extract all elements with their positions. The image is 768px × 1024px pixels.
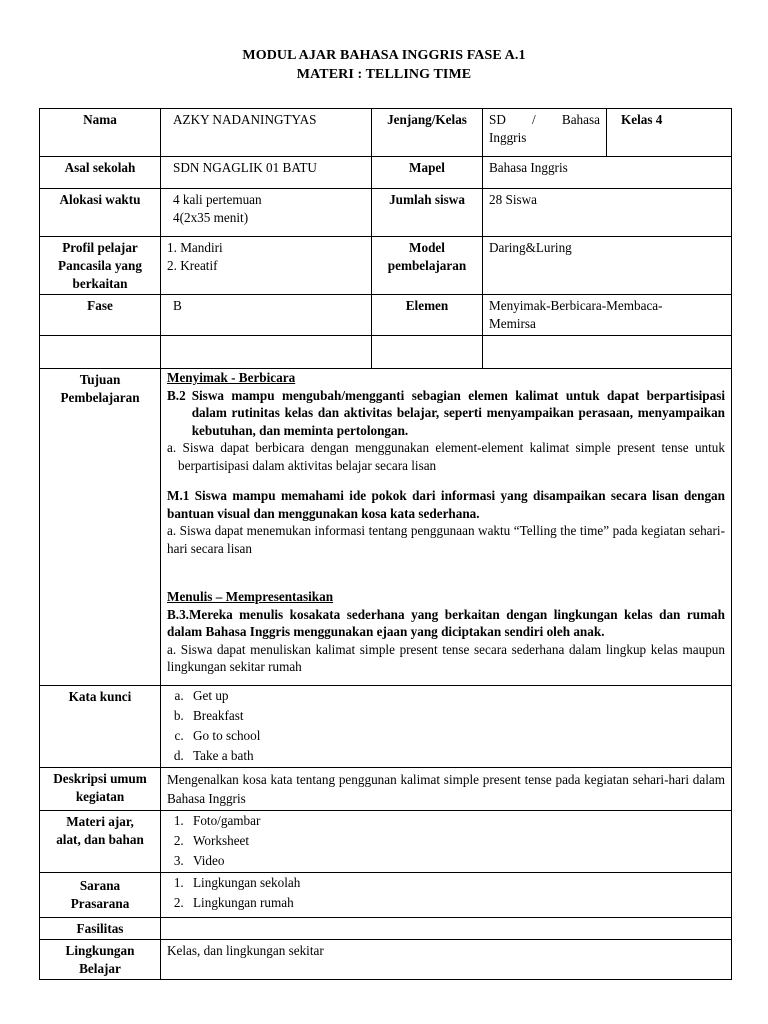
materi-value: [161, 811, 732, 873]
nama-value: AZKY NADANINGTYAS: [161, 109, 372, 157]
sarana-label: [40, 873, 161, 918]
kata-kunci-label: Kata kunci: [40, 686, 161, 768]
row-empty: [40, 336, 732, 369]
jenjang-label: Jenjang/Kelas: [372, 109, 483, 157]
deskripsi-value: Mengenalkan kosa kata tentang penggunan kalimat simple present tense pada kegiatan sehari-hari dalam Bahasa Inggris: [161, 768, 732, 811]
row-sarana: [40, 873, 732, 918]
materi-label-line1: Materi ajar,: [66, 814, 134, 829]
alokasi-value: [161, 189, 372, 237]
list-item: b. Breakfast: [187, 706, 725, 726]
sarana-label-line1: Sarana: [79, 878, 121, 893]
jenjang-value-line2: Inggris: [489, 130, 527, 145]
mapel-label: Mapel: [372, 157, 483, 189]
row-alokasi: [40, 189, 732, 237]
heading-menyimak-berbicara: Menyimak - Berbicara: [167, 370, 296, 385]
b3-indicator-a: a. Siswa dapat menuliskan kalimat simple present tense secara sederhana dalam lingkup kelas maupun lingkungan sekitar rumah: [167, 641, 725, 674]
deskripsi-label-line1: Deskripsi umum: [53, 771, 147, 786]
row-kata-kunci: [40, 686, 732, 768]
list-item: 2. Worksheet: [187, 831, 725, 851]
jenjang-value: [483, 109, 607, 157]
jumlah-value: 28 Siswa: [483, 189, 732, 237]
lingkungan-label-line1: Lingkungan: [65, 943, 135, 958]
row-tujuan: [40, 369, 732, 686]
lingkungan-label-line2: Belajar: [79, 961, 121, 976]
asal-value: SDN NGAGLIK 01 BATU: [161, 157, 372, 189]
deskripsi-label-line2: kegiatan: [75, 789, 125, 804]
spacer: [167, 557, 725, 575]
kata-kunci-list: [167, 686, 725, 766]
fasilitas-value: [161, 918, 732, 940]
kata-kunci-value: [161, 686, 732, 768]
row-nama: [40, 109, 732, 157]
tujuan-label-line1: Tujuan: [79, 372, 121, 387]
elemen-value-line2: Memirsa: [489, 316, 536, 331]
list-item: 1. Foto/gambar: [187, 811, 725, 831]
mapel-value: Bahasa Inggris: [483, 157, 732, 189]
model-label-line1: Model: [409, 240, 445, 255]
materi-label: [40, 811, 161, 873]
list-item: 3. Video: [187, 851, 725, 871]
tujuan-label: [40, 369, 161, 686]
b3-objective: B.3.Mereka menulis kosakata sederhana yang berkaitan dengan lingkungan kelas dan rumah dalam Bahasa Inggris menggunakan ejaan yang diciptakan sendiri oleh anak.: [167, 606, 725, 639]
row-materi: [40, 811, 732, 873]
row-deskripsi: [40, 768, 732, 811]
document-title: MODUL AJAR BAHASA INGGRIS FASE A.1: [242, 48, 526, 63]
list-item: d. Take a bath: [187, 746, 725, 766]
lingkungan-label: [40, 940, 161, 980]
kelas-value: Kelas 4: [607, 109, 732, 157]
list-item: c. Go to school: [187, 726, 725, 746]
sarana-value: [161, 873, 732, 918]
row-lingkungan: [40, 940, 732, 980]
model-value: Daring&Luring: [483, 237, 732, 295]
row-fase: [40, 295, 732, 336]
elemen-value-line1: Menyimak-Berbicara-Membaca-: [489, 298, 663, 313]
fase-value: B: [161, 295, 372, 336]
profil-label: [40, 237, 161, 295]
model-label-line2: pembelajaran: [387, 258, 467, 273]
deskripsi-label: [40, 768, 161, 811]
list-item: 2. Lingkungan rumah: [187, 893, 725, 913]
profil-value-line1: 1. Mandiri: [167, 240, 223, 255]
lingkungan-value: Kelas, dan lingkungan sekitar: [161, 940, 732, 980]
empty-cell-1: [40, 336, 161, 369]
profil-label-line1: Profil pelajar: [62, 240, 138, 255]
materi-list: [167, 811, 725, 871]
tujuan-content: [161, 369, 732, 686]
profil-value: [161, 237, 372, 295]
fasilitas-label: Fasilitas: [40, 918, 161, 940]
profil-label-line3: berkaitan: [72, 276, 128, 291]
spacer: [167, 474, 725, 487]
jenjang-value-line1: SD / Bahasa: [489, 112, 600, 127]
b2-text: Siswa mampu mengubah/mengganti sebagian elemen kalimat untuk dapat berpartisipasi dalam rutinitas kelas dan aktivitas belajar, seperti menyampaikan perasaan, menyampaikan kebutuhan, dan meminta pertolongan.: [191, 387, 725, 438]
alokasi-value-line1: 4 kali pertemuan: [173, 192, 262, 207]
alokasi-label: Alokasi waktu: [40, 189, 161, 237]
document-subtitle: MATERI : TELLING TIME: [296, 67, 472, 82]
elemen-value: [483, 295, 732, 336]
module-table: [39, 108, 732, 980]
row-asal-sekolah: [40, 157, 732, 189]
materi-label-line2: alat, dan bahan: [56, 832, 144, 847]
profil-value-line2: 2. Kreatif: [167, 258, 218, 273]
fase-label: Fase: [40, 295, 161, 336]
nama-label: Nama: [40, 109, 161, 157]
m1-indicator-a: a. Siswa dapat menemukan informasi tentang penggunaan waktu “Telling the time” pada kegiatan sehari-hari secara lisan: [167, 523, 725, 556]
jumlah-label: Jumlah siswa: [372, 189, 483, 237]
m1-objective: M.1 Siswa mampu memahami ide pokok dari informasi yang disampaikan secara lisan dengan bantuan visual dan menggunakan kosa kata sederhana.: [167, 488, 725, 521]
list-item: 1. Lingkungan sekolah: [187, 873, 725, 893]
asal-label: Asal sekolah: [40, 157, 161, 189]
model-label: [372, 237, 483, 295]
spacer: [167, 575, 725, 588]
b2-indicator-a: a. Siswa dapat berbicara dengan menggunakan element-element kalimat simple present tense untuk berpartisipasi dalam aktivitas belajar secara lisan: [167, 440, 725, 473]
empty-cell-2: [161, 336, 372, 369]
list-item: a. Get up: [187, 686, 725, 706]
sarana-label-line2: Prasarana: [70, 896, 130, 911]
b2-code: B.2: [167, 387, 186, 403]
profil-label-line2: Pancasila yang: [58, 258, 142, 273]
heading-menulis-mempresentasikan: Menulis – Mempresentasikan: [167, 589, 334, 604]
alokasi-value-line2: 4(2x35 menit): [173, 210, 249, 225]
empty-cell-3: [372, 336, 483, 369]
b2-objective: [167, 387, 725, 440]
elemen-label: Elemen: [372, 295, 483, 336]
sarana-list: [167, 873, 725, 913]
tujuan-label-line2: Pembelajaran: [60, 390, 140, 405]
row-fasilitas: [40, 918, 732, 940]
row-profil: [40, 237, 732, 295]
empty-cell-4: [483, 336, 732, 369]
